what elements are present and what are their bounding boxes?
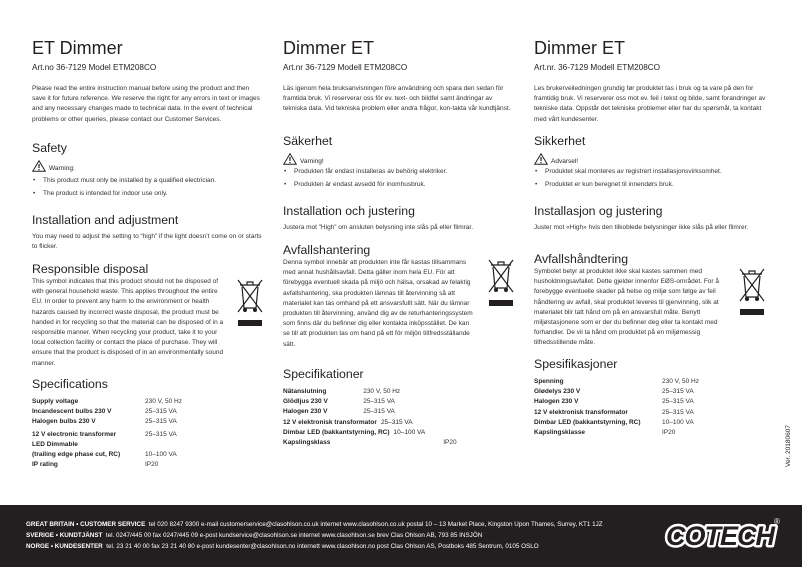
disposal-heading: Avfallshåndtering [534,252,629,266]
table-row: Glödljus 230 V 25–315 VA [283,398,395,406]
table-row: Nätanslutning 230 V, 50 Hz [283,388,401,395]
table-row: Dimbar LED (bakkantstyrning, RC) 10–100 VA [283,428,426,436]
table-row: Dimbar LED (bakkantstyrning, RC) 10–100 VA [534,418,694,426]
table-row: Kapslingsklass IP20 [283,439,457,447]
safety-heading: Safety [32,141,67,155]
svg-text:®: ® [774,517,780,526]
specifications-table [32,397,182,470]
intro-text: Läs igenom hela bruksanvisningen före användning och spara den sedan för framtida bruk. Vi reserverar oss för ev. text- och bildfel samt ändringar av tekniska data. Vid tekniska problem eller andra frågor, kon-takta vår kundtjänst. [283,85,511,113]
list-item: • The product is intended for indoor use only. [32,188,216,201]
version-label: Ver. 20180607 [785,425,792,467]
installation-text: You may need to adjust the setting to “high” if the light doesn’t come on or starts to flicker. [32,233,262,251]
installation-heading: Installasjon og justering [534,204,663,218]
table-row: Halogen bulbs 230 V 25–315 VA [32,418,177,426]
article-number: Art.nr. 36-7129 Modell ETM208CO [534,63,661,72]
table-row: Incandescent bulbs 230 V 25–315 VA [32,408,177,416]
table-row: 12 V elektronisk transformator 25–315 VA [534,408,694,416]
specifications-table [534,377,699,438]
specifications-heading: Specifications [32,377,108,391]
article-number: Art.nr 36-7129 Modell ETM208CO [283,63,408,72]
warning-label: Advarsel! [534,153,578,165]
installation-heading: Installation och justering [283,204,415,218]
table-row: Glødelys 230 V 25–315 VA [534,388,694,396]
table-row: 12 V elektronisk transformator 25–315 VA [283,418,413,426]
warning-icon [534,153,548,165]
table-row: (trailing edge phase cut, RC) 10–100 VA [32,451,177,459]
warning-label: Warning: [32,160,75,172]
specifications-table [283,387,457,448]
disposal-text: Symbolet betyr at produktet ikke skal kastes sammen med husholdningsavfallet. Dette gjelder innenfor EØS-området. For å forebygge eventuelle skader på helse og miljø som følge av feil håndtering av avfall, skal produktet leveres til gjenvinning, slik at materialet blir tatt hånd om på en ansvarsfull måte. Benytt miljøstasjonene som er der du befinner deg eller ta kontakt med forhandler. De vil ta hånd om produktet på en miljømessig tilfredsstillende måte. [534,268,719,347]
disposal-heading: Responsible disposal [32,262,149,276]
table-row: Spenning 230 V, 50 Hz [534,378,699,385]
safety-list [283,166,447,191]
list-item: • Produkten får endast installeras av behörig elektriker. [283,166,447,179]
svg-text:COTECH: COTECH [666,521,774,551]
crossed-bin-icon [236,278,264,328]
safety-heading: Sikkerhet [534,134,586,148]
footer-line-se: SVERIGE • KUNDTJÄNST tel. 0247/445 00 fax 0247/445 09 e-post kundservice@clasohlson.se internet www.clasohlson.se brev Clas Ohlson AB, 793 85 INSJÖN [26,532,483,539]
specifications-heading: Specifikationer [283,367,364,381]
intro-text: Please read the entire instruction manual before using the product and then save it for future reference. We reserve the right for any errors in text or images and any necessary changes made to technical data. In the event of technical problems or other queries, please contact our Customer Services. [32,85,260,123]
list-item: • Produktet skal monteres av registrert installasjonsvirksomhet. [534,166,722,179]
crossed-bin-icon [738,267,766,317]
table-row: Supply voltage 230 V, 50 Hz [32,398,182,405]
disposal-heading: Avfallshantering [283,243,371,257]
disposal-text: Denna symbol innebär att produkten inte får kastas tillsammans med annat hushållsavfall. Detta gäller inom hela EU. För att förebygga eventuell skada på miljö och hälsa, orsakad av felaktig avfallshantering, ska produkten lämnas till återvinning så att materialet kan tas omhand på ett ansvarsfullt sätt. När du lämnar produkten till återvinning, använd dig av de returhanteringssystem som finns där du befinner dig eller kontakta inköpsstället. De kan se till att produkten tas om hand på ett för miljön tillfredsställande sätt. [283,259,473,348]
title: Dimmer ET [283,38,374,58]
table-row: Kapslingsklasse IP20 [534,429,676,437]
installation-text: Juster mot «High» hvis den tilkoblede belysninger ikke slås på eller flimrer. [534,224,749,231]
title: ET Dimmer [32,38,123,58]
warning-icon [283,153,297,165]
table-row: LED Dimmable [32,440,78,448]
title: Dimmer ET [534,38,625,58]
footer-line-no: NORGE • KUNDESENTER tel. 23 21 40 00 fax 23 21 40 80 e-post kundesenter@clasohlson.no internett www.clasohlson.no post Clas Ohlson AS, Postboks 485 Sentrum, 0105 OSLO [26,543,539,550]
installation-text: Justera mot ”High” om ansluten belysning inte slås på eller flimrar. [283,224,474,231]
table-row: Halogen 230 V 25–315 VA [534,398,694,406]
intro-text: Les brukerveiledningen grundig før produktet tas i bruk og ta vare på den for framtidig bruk. Vi reserverer oss mot ev. feil i tekst og bilde, samt forandringer av tekniske data. Oppstår det tekniske problemer eller har du spørsmål, ta kontakt med vårt kundesenter. [534,85,766,123]
disposal-text: This symbol indicates that this product should not be disposed of with general household waste. This applies throughout the entire EU. In order to prevent any harm to the environment or health hazards caused by incorrect waste disposal, the product must be handed in for recycling so that the material can be disposed of in a responsible manner. When recycling your product, take it to your local collection facility or contact the place of purchase. They will ensure that the product is disposed of in an environmentally sound manner. [32,278,224,367]
footer-line-gb: GREAT BRITAIN • CUSTOMER SERVICE tel 020 8247 9300 e-mail customerservice@clasohlson.co.uk internet www.clasohlson.co.uk postal 10 – 13 Market Place, Kingston Upon Thames, Surrey, KT1 1JZ [26,521,603,528]
installation-heading: Installation and adjustment [32,213,179,227]
article-number: Art.no 36-7129 Model ETM208CO [32,63,157,72]
warning-icon [32,160,46,172]
table-row: 12 V electronic transformer 25–315 VA [32,430,177,438]
safety-list [534,166,722,191]
table-row: Halogen 230 V 25–315 VA [283,408,395,416]
specifications-heading: Spesifikasjoner [534,357,618,371]
safety-list [32,175,216,200]
cotech-logo [663,515,781,553]
list-item: • This product must only be installed by a qualified electrician. [32,175,216,188]
list-item: • Produkten är endast avsedd för inomhusbruk. [283,179,447,192]
warning-label: Varning! [283,153,324,165]
table-row: IP rating IP20 [32,461,159,469]
crossed-bin-icon [487,258,515,308]
safety-heading: Säkerhet [283,134,333,148]
list-item: • Produktet er kun beregnet til innendørs bruk. [534,179,722,192]
